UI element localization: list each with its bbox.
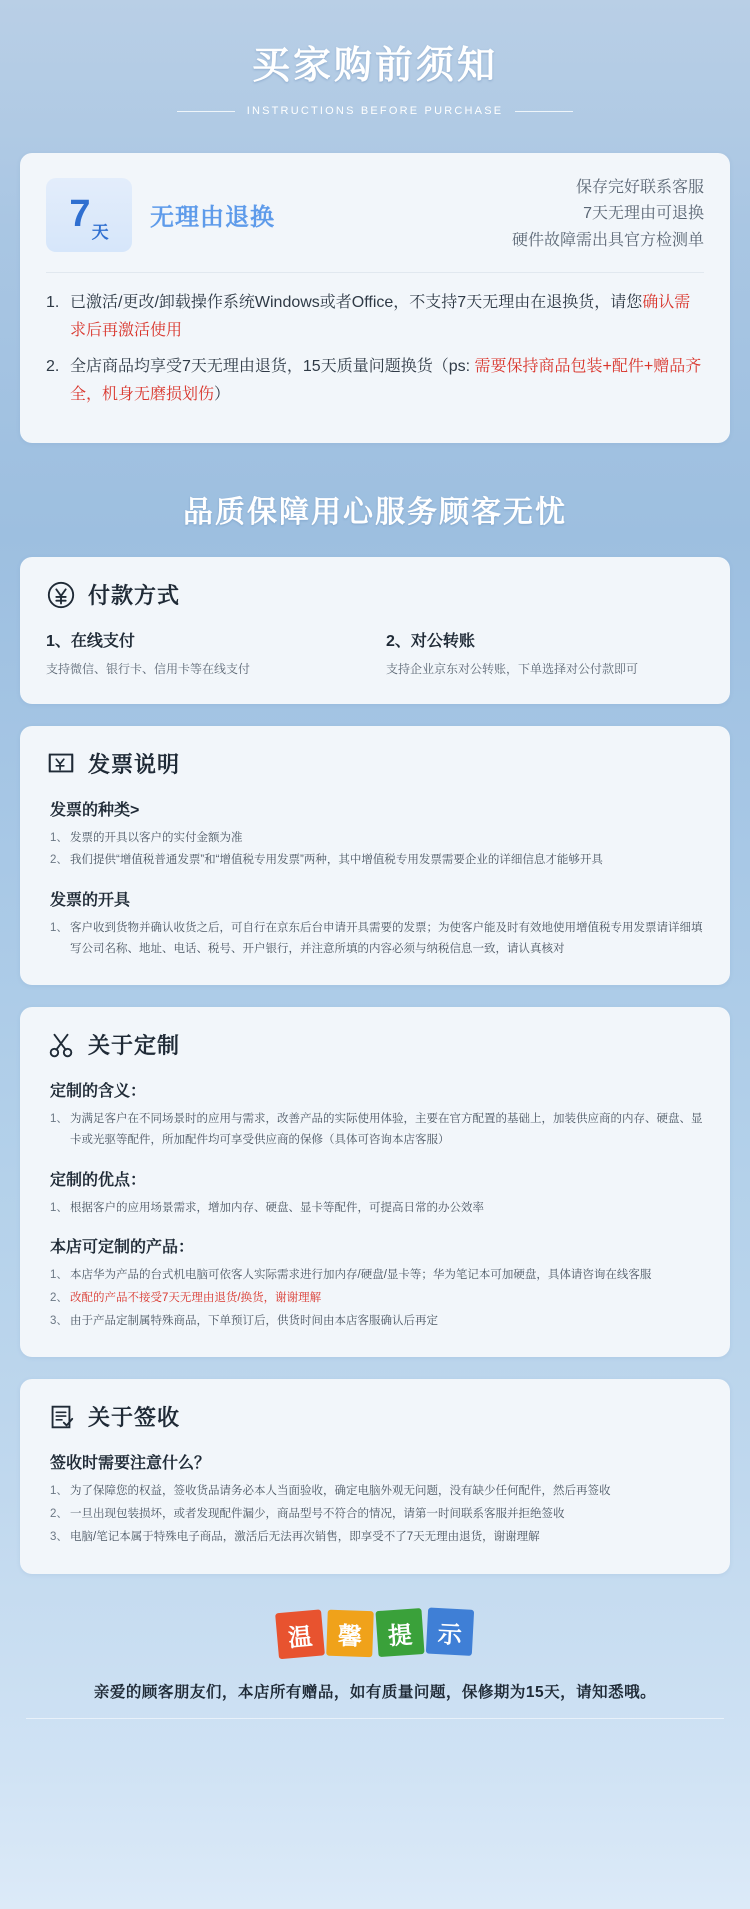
return-policy-header: [46, 175, 704, 273]
list-item: [50, 828, 704, 849]
yen-coin-icon: [46, 580, 76, 610]
list-item: [50, 1311, 704, 1332]
list-item-number: 2、: [50, 854, 68, 867]
list-item-text-highlight: 改配的产品不接受7天无理由退货/换货，谢谢理解: [70, 1292, 322, 1305]
tips-badge-char: 温: [275, 1609, 325, 1659]
page-title: 买家购前须知: [251, 45, 498, 87]
list-item-number: 1、: [50, 831, 68, 844]
policy-summary-line: 硬件故障需出具官方检测单: [511, 231, 704, 249]
list-item-text: 由于产品定制属特殊商品，下单预订后，供货时间由本店客服确认后再定: [70, 1314, 438, 1327]
invoice-type-list: [50, 828, 704, 871]
clipboard-check-icon: [46, 1402, 76, 1432]
list-item-number: 1、: [50, 1113, 68, 1126]
section-title: 品质保障用心服务顾客无忧: [183, 496, 567, 530]
signing-title: 关于签收: [88, 1405, 181, 1431]
invoice-title: 发票说明: [88, 751, 181, 777]
list-item: [50, 1198, 704, 1219]
customization-meaning-list: [50, 1109, 704, 1150]
signing-question: 签收时需要注意什么？: [50, 1455, 211, 1473]
divider-right: [515, 111, 573, 112]
payment-columns: [46, 628, 704, 679]
list-item-text: 为满足客户在不同场景时的应用与需求，改善产品的实际使用体验，主要在官方配置的基础上，加装供应商的内存、硬盘、显卡或光驱等配件，所加配件均可享受供应商的保修（具体可咨询本店客服）: [70, 1113, 703, 1146]
signing-list: [50, 1481, 704, 1547]
page-banner: [0, 0, 750, 117]
list-item: [50, 1504, 704, 1525]
signing-header: [46, 1401, 704, 1432]
text-part: ）: [214, 386, 231, 404]
list-item-number: 1、: [50, 1201, 68, 1214]
banner-subtitle-row: [0, 105, 750, 117]
list-item-number: 1、: [50, 1485, 68, 1498]
policy-summary-line: 保存完好联系客服: [575, 179, 704, 196]
list-item: [50, 1109, 704, 1150]
customization-products-list: [50, 1265, 704, 1331]
payment-block: [20, 557, 730, 703]
seven-day-badge: [46, 178, 132, 252]
payment-title: 付款方式: [88, 583, 181, 609]
list-item-number: 3、: [50, 1314, 68, 1327]
text-part-highlight: 需要保持商品包装+配件+赠品齐全，机身无磨损划伤: [70, 358, 702, 404]
list-item-text: 一旦出现包装损坏，或者发现配件漏少，商品型号不符合的情况，请第一时间联系客服并拒绝签收: [70, 1508, 565, 1521]
list-item: [50, 1288, 704, 1309]
list-item: [46, 289, 704, 345]
badge-label: 无理由退换: [150, 204, 275, 232]
signing-block: [20, 1379, 730, 1573]
divider-left: [177, 111, 235, 112]
list-item-text: [70, 353, 704, 409]
list-item: [46, 353, 704, 409]
list-item-number: 1、: [50, 921, 68, 934]
invoice-block: [20, 726, 730, 986]
list-item: [50, 918, 704, 959]
payment-option-heading: 1、在线支付: [46, 633, 135, 651]
list-item: [50, 1527, 704, 1548]
customization-group-heading: 定制的含义：: [50, 1083, 147, 1101]
list-item-number: 2、: [50, 1508, 68, 1521]
text-part-highlight: 确认需求后再激活使用: [70, 294, 691, 340]
return-policy-card: [20, 153, 730, 443]
customization-benefit-list: [50, 1198, 704, 1219]
payment-header: [46, 579, 704, 610]
list-item-number: 3、: [50, 1530, 68, 1543]
payment-option-desc: 支持企业京东对公转账，下单选择对公付款即可: [386, 662, 639, 677]
tips-badge-char: 提: [375, 1608, 424, 1657]
list-item-text: 为了保障您的权益，签收货品请务必本人当面验收，确定电脑外观无问题，没有缺少任何配件，然后再签收: [70, 1485, 611, 1498]
invoice-issue-list: [50, 918, 704, 959]
list-item-text: [70, 289, 704, 345]
list-item-text: 电脑/笔记本属于特殊电子商品，激活后无法再次销售，即享受不了7天无理由退货，谢谢理解: [70, 1530, 540, 1543]
invoice-icon: [46, 748, 76, 778]
customization-header: [46, 1029, 704, 1060]
invoice-group-heading: 发票的种类>: [50, 801, 140, 819]
policy-summary-line: 7天无理由可退换: [583, 205, 704, 223]
customization-block: [20, 1007, 730, 1357]
list-item-text: 客户收到货物并确认收货之后，可自行在京东后台申请开具需要的发票；为使客户能及时有效地使用增值税专用发票请详细填写公司名称、地址、电话、税号、开户银行，并注意所填的内容必须与纳税信息一致，请认真核对: [70, 921, 703, 955]
badge-number: 7: [69, 193, 91, 236]
list-item-number: 1.: [46, 294, 60, 312]
policy-list: [46, 289, 704, 409]
customization-group-heading: 定制的优点：: [50, 1171, 147, 1189]
list-item-text: 我们提供“增值税普通发票”和“增值税专用发票”两种，其中增值税专用发票需要企业的详细信息才能够开具: [70, 854, 603, 867]
payment-option-heading: 2、对公转账: [386, 633, 475, 651]
tips-badge-char: 馨: [326, 1609, 374, 1657]
payment-option-desc: 支持微信、银行卡、信用卡等在线支付: [46, 662, 251, 677]
invoice-group-heading: 发票的开具: [50, 891, 131, 909]
list-item: [50, 1265, 704, 1286]
scissors-icon: [46, 1030, 76, 1060]
payment-option: [46, 628, 364, 679]
list-item: [50, 1481, 704, 1502]
tips-section: [0, 1610, 750, 1719]
customization-title: 关于定制: [88, 1033, 181, 1059]
text-part: 已激活/更改/卸载操作系统Windows或者Office，不支持7天无理由在退换货，请您: [70, 294, 643, 312]
policy-summary-lines: [293, 175, 704, 254]
banner-subtitle: INSTRUCTIONS BEFORE PURCHASE: [246, 105, 504, 117]
badge-unit: 天: [91, 222, 109, 242]
list-item-number: 2.: [46, 358, 60, 376]
tips-text: 亲爱的顾客朋友们，本店所有赠品，如有质量问题，保修期为15天，请知悉哦。: [93, 1683, 657, 1701]
tips-badge-char: 示: [426, 1607, 474, 1655]
list-item-text: 发票的开具以客户的实付金额为准: [70, 831, 243, 844]
list-item-number: 2、: [50, 1292, 68, 1305]
customization-group-heading: 本店可定制的产品：: [50, 1239, 195, 1257]
list-item-number: 1、: [50, 1269, 68, 1282]
list-item-text: 本店华为产品的台式机电脑可依客人实际需求进行加内存/硬盘/显卡等；华为笔记本可加硬盘，具体请咨询在线客服: [70, 1269, 652, 1282]
payment-option: [386, 628, 704, 679]
list-item: [50, 850, 704, 871]
tips-divider: [26, 1718, 724, 1719]
invoice-header: [46, 748, 704, 779]
list-item-text: 根据客户的应用场景需求，增加内存、硬盘、显卡等配件，可提高日常的办公效率: [70, 1201, 484, 1214]
tips-badge: [277, 1608, 474, 1657]
text-part: 全店商品均享受7天无理由退货，15天质量问题换货（ps:: [70, 358, 475, 376]
